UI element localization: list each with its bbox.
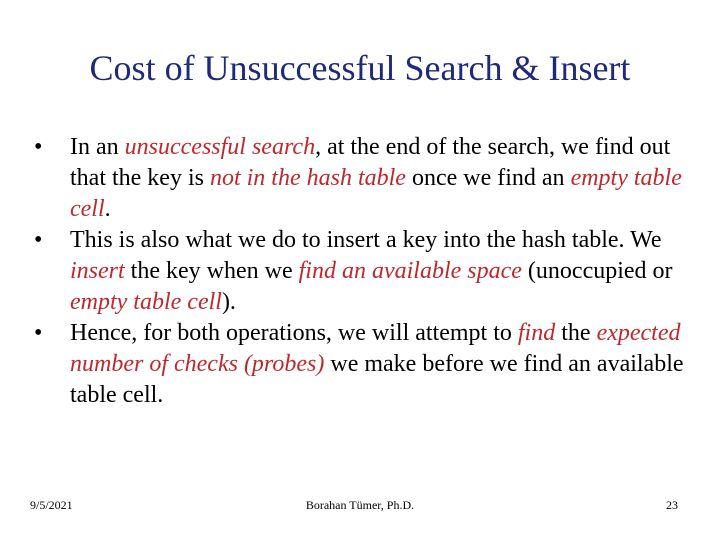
emphasis-text: not in the hash table — [209, 165, 406, 191]
bullet-icon: • — [34, 134, 43, 160]
emphasis-text: expected number of checks (probes) — [70, 320, 681, 377]
footer-author: Borahan Tümer, Ph.D. — [305, 498, 415, 512]
footer-page-number: 23 — [666, 498, 678, 512]
emphasis-text: empty table cell — [70, 289, 222, 315]
bullet-icon: • — [34, 320, 43, 346]
bullet-text: This is also what we do to insert a key into the hash table. We — [70, 227, 662, 253]
emphasis-text: insert — [70, 258, 125, 284]
slide-title: Cost of Unsuccessful Search & Insert — [89, 48, 631, 88]
bullet-item-3 — [34, 318, 694, 411]
footer-date: 9/5/2021 — [30, 498, 73, 512]
bullet-text: we make before we find an available table cell. — [70, 351, 684, 408]
bullet-text: ). — [221, 289, 236, 315]
bullet-list — [34, 132, 694, 411]
emphasis-text: empty table cell — [70, 165, 682, 222]
bullet-item-1 — [34, 132, 694, 225]
bullet-text: . — [104, 196, 111, 222]
bullet-text: , at the end of the search, we find out that the key is — [70, 134, 671, 191]
emphasis-text: unsuccessful search — [124, 134, 316, 160]
bullet-text: the — [555, 320, 597, 346]
bullet-item-2 — [34, 225, 694, 318]
bullet-text: once we find an — [405, 165, 571, 191]
bullet-icon: • — [34, 227, 43, 253]
bullet-text: In an — [70, 134, 125, 160]
bullet-text: Hence, for both operations, we will attempt to — [70, 320, 518, 346]
emphasis-text: find — [517, 320, 556, 346]
bullet-text: (unoccupied or — [521, 258, 673, 284]
emphasis-text: find an available space — [298, 258, 522, 284]
bullet-text: the key when we — [124, 258, 299, 284]
